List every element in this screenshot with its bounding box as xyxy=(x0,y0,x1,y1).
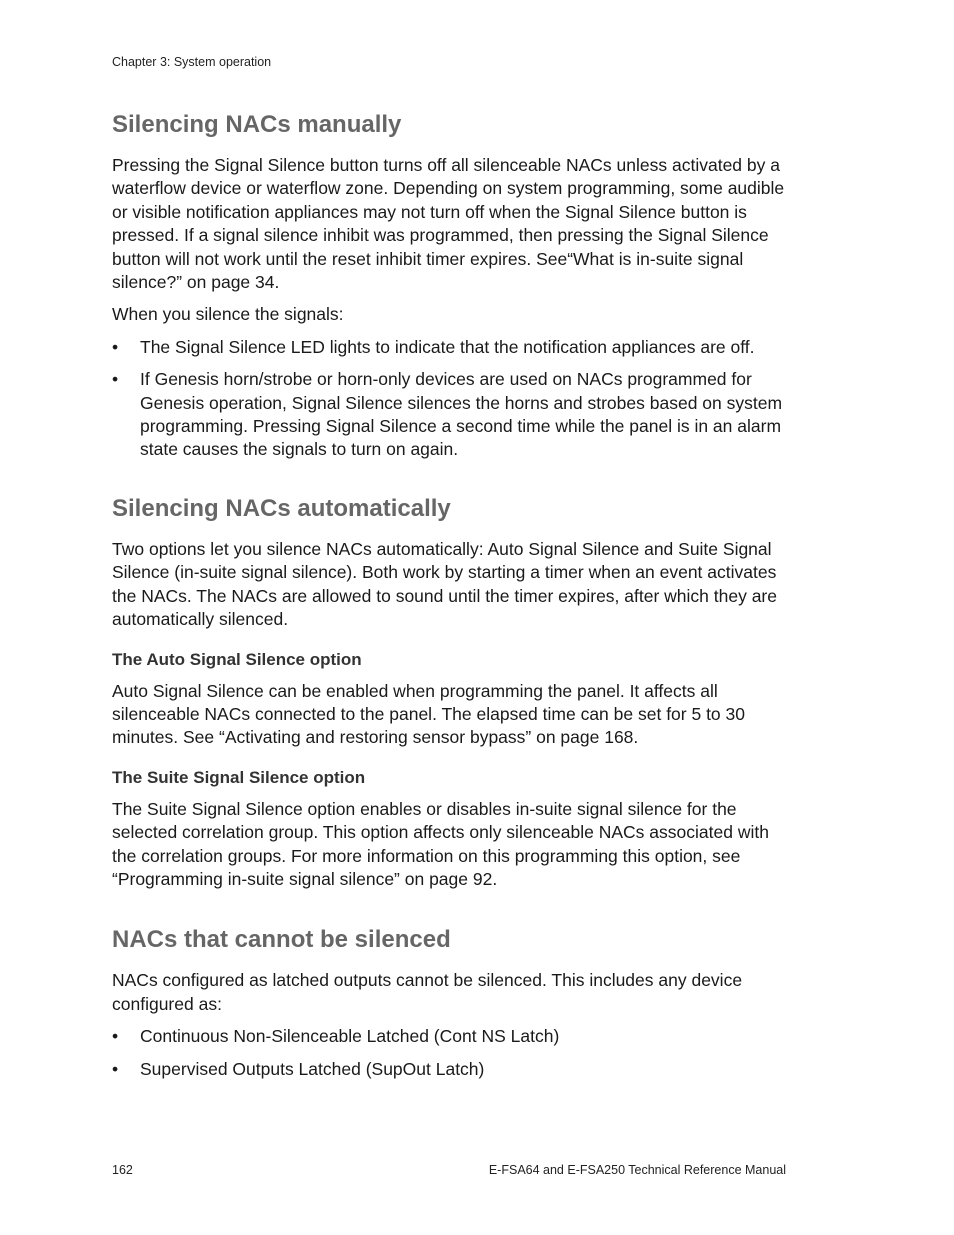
section-title: Silencing NACs manually xyxy=(112,111,402,138)
section-silencing-automatically xyxy=(112,492,792,891)
page-content xyxy=(112,108,792,1090)
paragraph: The Suite Signal Silence option enables or disables in-suite signal silence for the selected correlation group. This option affects only silenceable NACs associated with the correlation groups. For more information on this programming this option, see “Programming in-suite signal silence” on page 92. xyxy=(112,798,769,889)
list-item xyxy=(112,1058,792,1081)
section-silencing-manually xyxy=(112,108,792,462)
subsection-title: The Suite Signal Silence option xyxy=(112,767,366,787)
list-item xyxy=(112,336,792,359)
list-item-text: Continuous Non-Silenceable Latched (Cont NS Latch) xyxy=(140,1026,560,1047)
list-item-text: The Signal Silence LED lights to indicate that the notification appliances are off. xyxy=(140,336,755,357)
list-item xyxy=(112,368,792,462)
section-nacs-cannot-be-silenced xyxy=(112,923,792,1081)
list-item xyxy=(112,1025,792,1048)
section-title: Silencing NACs automatically xyxy=(112,494,451,522)
paragraph: Two options let you silence NACs automatically: Auto Signal Silence and Suite Signal Silence (in-suite signal silence). Both work by starting a timer when an event activates the NACs. The NACs are allowed to sound until the timer expires, after which they are automatically silenced. xyxy=(112,538,777,630)
paragraph: Pressing the Signal Silence button turns off all silenceable NACs unless activated by a waterflow device or waterflow zone. Depending on system programming, some audible or visible notification appliances may not turn off when the Signal Silence button is pressed. If a signal silence inhibit was programmed, then pressing the Signal Silence button will not work until the reset inhibit timer expires. See“What is in-suite signal silence?” on page 34. xyxy=(112,155,785,293)
bullet-icon: • xyxy=(112,1058,119,1079)
list-item-text: Supervised Outputs Latched (SupOut Latch) xyxy=(140,1058,485,1079)
paragraph: NACs configured as latched outputs cannot be silenced. This includes any device configured as: xyxy=(112,970,743,1014)
bullet-icon: • xyxy=(112,1026,119,1047)
list-item-text: If Genesis horn/strobe or horn-only devices are used on NACs programmed for Genesis operation, Signal Silence silences the horns and strobes based on system programming. Pressing Signal Silence a second time while the panel is in an alarm state causes the signals to turn on again. xyxy=(140,369,783,460)
subsection-title: The Auto Signal Silence option xyxy=(112,649,362,669)
bullet-list xyxy=(112,336,792,462)
footer-manual-title: E-FSA64 and E-FSA250 Technical Reference Manual xyxy=(488,1163,786,1177)
bullet-icon: • xyxy=(112,369,119,390)
bullet-icon: • xyxy=(112,336,119,357)
running-header: Chapter 3: System operation xyxy=(112,55,272,69)
paragraph: When you silence the signals: xyxy=(112,304,344,325)
bullet-list xyxy=(112,1025,792,1081)
page-number: 162 xyxy=(112,1163,133,1177)
paragraph: Auto Signal Silence can be enabled when programming the panel. It affects all silenceable NACs connected to the panel. The elapsed time can be set for 5 to 30 minutes. See “Activating and restoring sensor bypass” on page 168. xyxy=(112,680,745,748)
section-title: NACs that cannot be silenced xyxy=(112,926,451,954)
